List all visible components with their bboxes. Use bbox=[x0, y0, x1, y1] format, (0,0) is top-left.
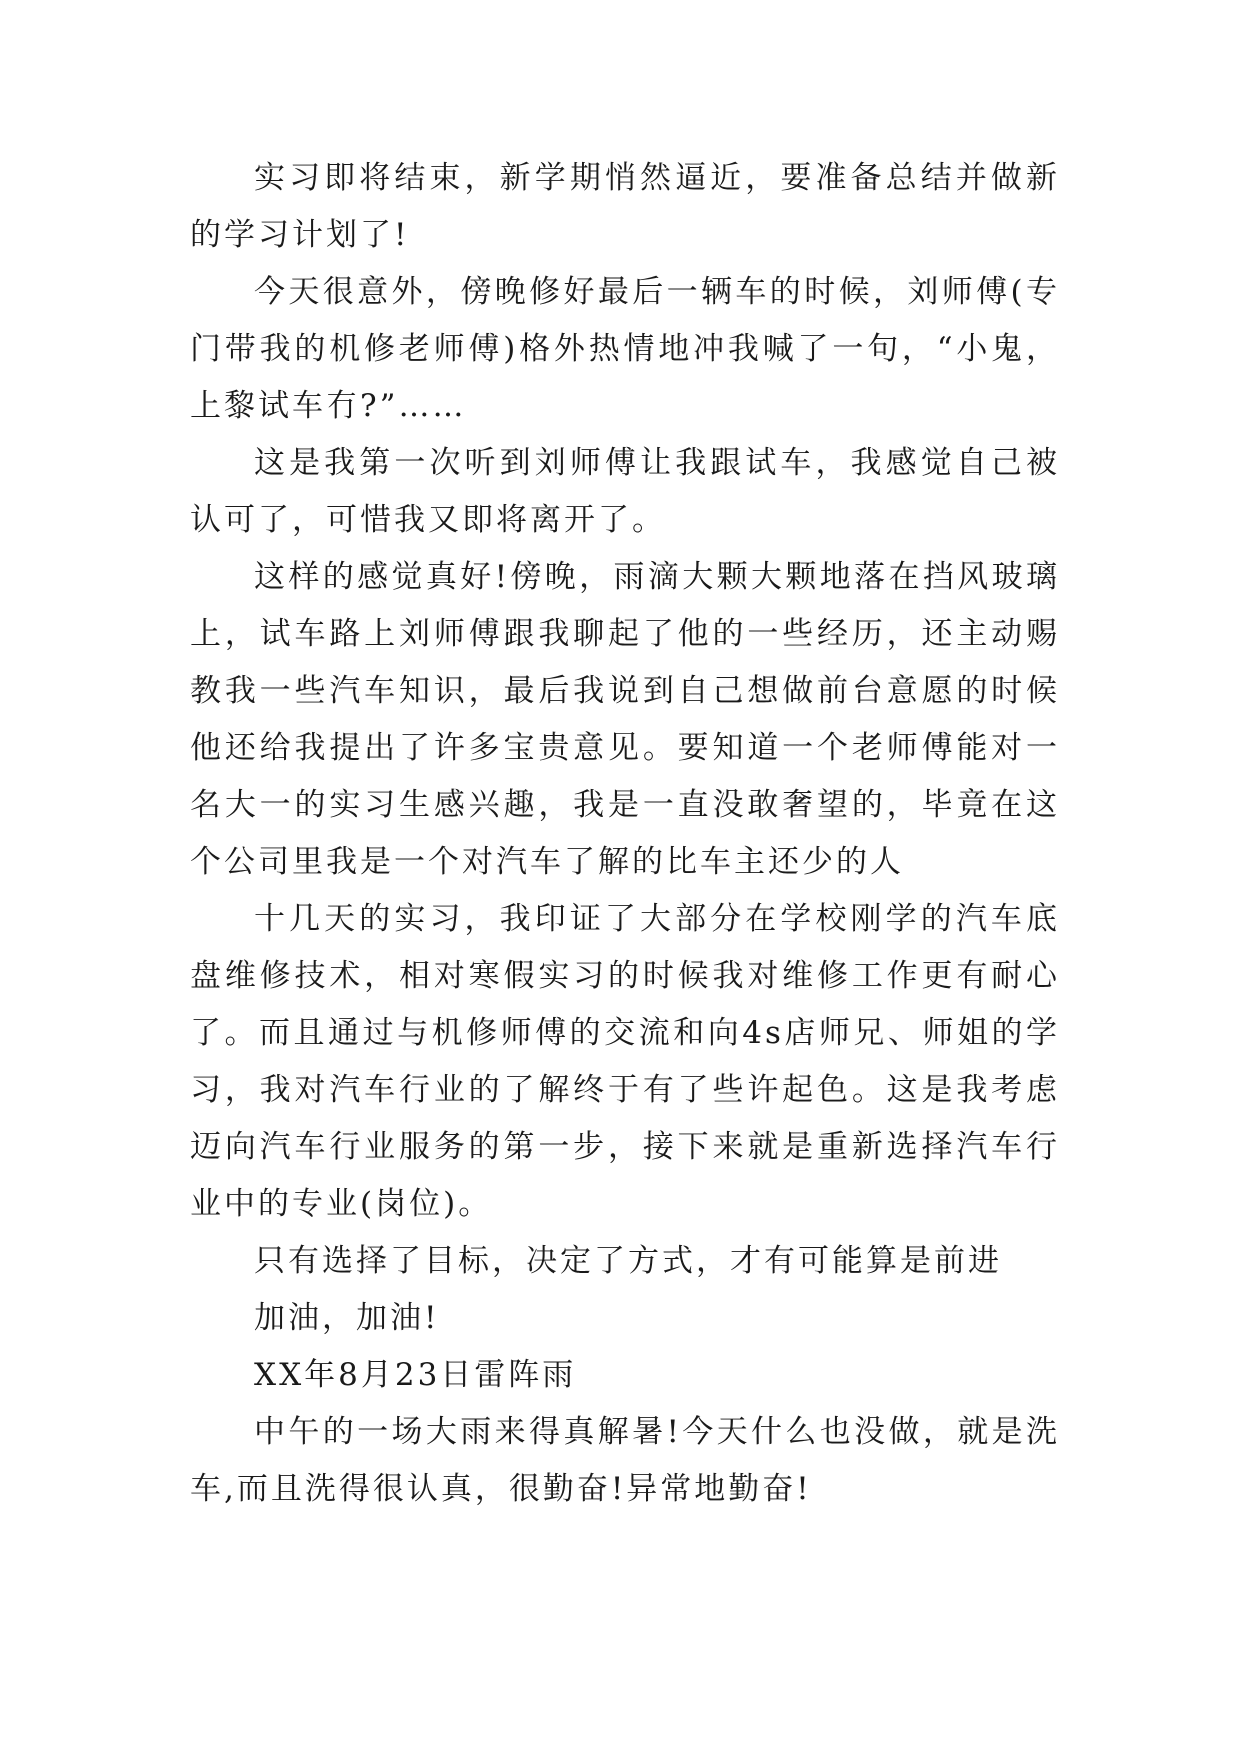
paragraph-test-drive-invite: 今天很意外，傍晚修好最后一辆车的时候，刘师傅(专门带我的机修老师傅)格外热情地冲我喊了一句，“小鬼，上黎试车冇?”…… bbox=[190, 274, 1060, 424]
paragraph-car-wash: 中午的一场大雨来得真解暑!今天什么也没做，就是洗车,而且洗得很认真，很勤奋!异常地勤奋! bbox=[190, 1414, 1060, 1507]
diary-date-heading: XX年8月23日雷阵雨 bbox=[254, 1357, 577, 1393]
paragraph-rainy-evening: 这样的感觉真好!傍晚，雨滴大颗大颗地落在挡风玻璃上，试车路上刘师傅跟我聊起了他的一些经历，还主动赐教我一些汽车知识，最后我说到自己想做前台意愿的时候他还给我提出了许多宝贵意见。要知道一个老师傅能对一名大一的实习生感兴趣，我是一直没敢奢望的，毕竟在这个公司里我是一个对汽车了解的比车主还少的人 bbox=[190, 559, 1060, 880]
paragraph-intro: 实习即将结束，新学期悄然逼近，要准备总结并做新的学习计划了! bbox=[190, 160, 1060, 253]
paragraph-recognition: 这是我第一次听到刘师傅让我跟试车，我感觉自己被认可了，可惜我又即将离开了。 bbox=[190, 445, 1060, 538]
paragraph-cheer: 加油，加油! bbox=[254, 1300, 440, 1336]
paragraph-internship-reflection: 十几天的实习，我印证了大部分在学校刚学的汽车底盘维修技术，相对寒假实习的时候我对维修工作更有耐心了。而且通过与机修师傅的交流和向4s店师兄、师姐的学习，我对汽车行业的了解终于有了些许起色。这是我考虑迈向汽车行业服务的第一步，接下来就是重新选择汽车行业中的专业(岗位)。 bbox=[190, 901, 1060, 1222]
document-body bbox=[190, 150, 1060, 1518]
paragraph-goal: 只有选择了目标，决定了方式，才有可能算是前进 bbox=[254, 1243, 1002, 1279]
